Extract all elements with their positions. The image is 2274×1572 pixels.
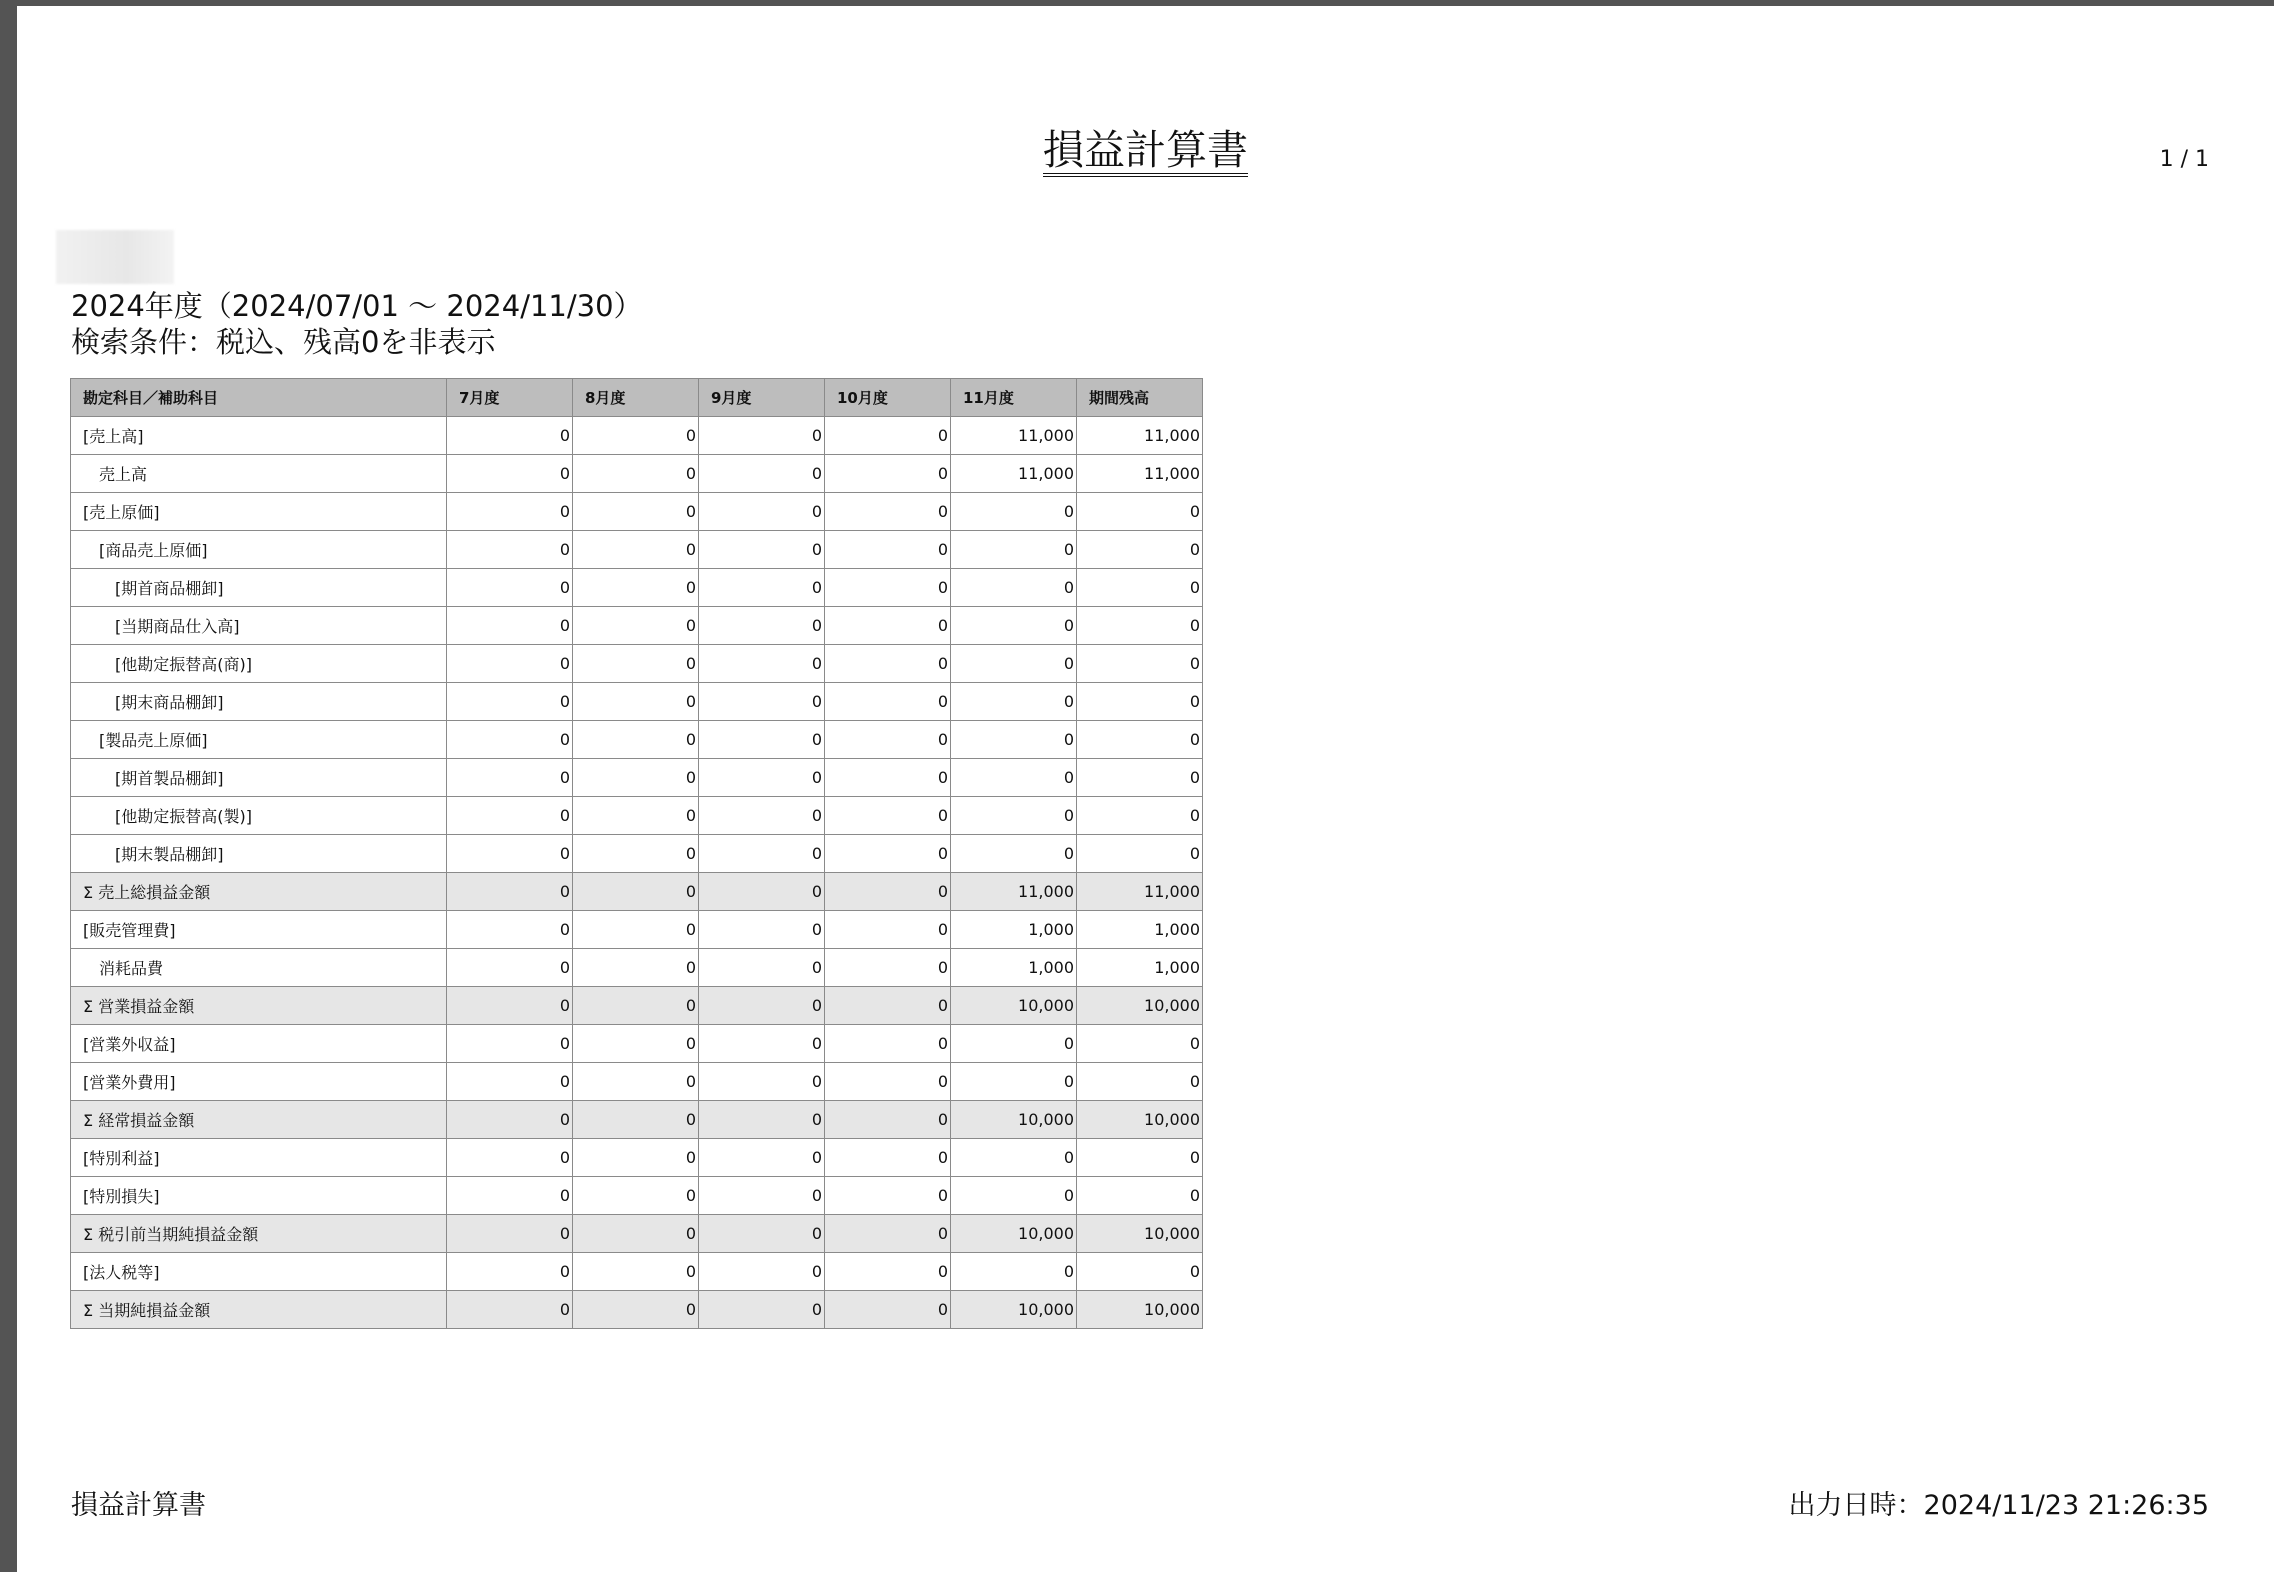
table-row [71,721,1203,759]
search-conditions: 検索条件：税込、残高0を非表示 [71,325,496,359]
amount-cell: 0 [1077,759,1203,797]
amount-cell: 0 [447,1025,573,1063]
amount-cell: 0 [1077,683,1203,721]
amount-cell: 0 [573,1215,699,1253]
amount-cell: 0 [699,1291,825,1329]
account-label: Σ 営業損益金額 [71,987,447,1025]
amount-cell: 0 [1077,607,1203,645]
amount-cell: 0 [699,1063,825,1101]
amount-cell: 0 [699,873,825,911]
table-row [71,797,1203,835]
amount-cell: 0 [699,911,825,949]
amount-cell: 10,000 [951,1101,1077,1139]
account-label: [売上高] [71,417,447,455]
amount-cell: 0 [447,835,573,873]
amount-cell: 0 [447,417,573,455]
amount-cell: 0 [447,645,573,683]
amount-cell: 0 [699,455,825,493]
output-timestamp: 出力日時：2024/11/23 21:26:35 [1788,1490,2209,1521]
amount-cell: 10,000 [951,987,1077,1025]
amount-cell: 0 [447,873,573,911]
amount-cell: 0 [825,835,951,873]
amount-cell: 0 [699,683,825,721]
account-label: Σ 売上総損益金額 [71,873,447,911]
document-page [17,6,2274,1572]
amount-cell: 0 [825,607,951,645]
amount-cell: 0 [447,797,573,835]
income-statement-table [70,378,1203,1329]
table-row [71,1025,1203,1063]
amount-cell: 0 [825,1063,951,1101]
amount-cell: 0 [699,759,825,797]
page-indicator: 1 / 1 [2159,147,2209,172]
table-row [71,1177,1203,1215]
amount-cell: 1,000 [951,911,1077,949]
amount-cell: 0 [447,607,573,645]
amount-cell: 0 [825,455,951,493]
amount-cell: 0 [573,911,699,949]
amount-cell: 0 [573,873,699,911]
amount-cell: 0 [447,683,573,721]
amount-cell: 11,000 [1077,455,1203,493]
amount-cell: 11,000 [951,455,1077,493]
table-row [71,455,1203,493]
amount-cell: 0 [825,1025,951,1063]
amount-cell: 0 [699,797,825,835]
amount-cell: 1,000 [1077,949,1203,987]
account-label: [売上原価] [71,493,447,531]
amount-cell: 0 [573,1291,699,1329]
amount-cell: 0 [699,607,825,645]
column-header: 9月度 [699,379,825,417]
column-header: 10月度 [825,379,951,417]
amount-cell: 0 [699,721,825,759]
table-row [71,531,1203,569]
amount-cell: 0 [573,417,699,455]
amount-cell: 0 [447,987,573,1025]
account-label: [法人税等] [71,1253,447,1291]
subtotal-row [71,1291,1203,1329]
amount-cell: 0 [573,531,699,569]
amount-cell: 0 [699,531,825,569]
amount-cell: 0 [1077,835,1203,873]
amount-cell: 1,000 [1077,911,1203,949]
table-row [71,759,1203,797]
table-row [71,645,1203,683]
amount-cell: 0 [573,987,699,1025]
amount-cell: 0 [573,1177,699,1215]
amount-cell: 0 [699,1177,825,1215]
amount-cell: 0 [573,1101,699,1139]
table-row [71,1253,1203,1291]
amount-cell: 0 [573,1025,699,1063]
account-label: [当期商品仕入高] [71,607,447,645]
subtotal-row [71,987,1203,1025]
amount-cell: 0 [573,569,699,607]
page-title-text: 損益計算書 [1043,127,1248,177]
amount-cell: 0 [951,683,1077,721]
amount-cell: 0 [825,417,951,455]
amount-cell: 10,000 [1077,1101,1203,1139]
amount-cell: 0 [825,949,951,987]
account-label: [他勘定振替高(商)] [71,645,447,683]
column-header: 7月度 [447,379,573,417]
fiscal-period: 2024年度（2024/07/01 〜 2024/11/30） [71,289,643,323]
amount-cell: 0 [699,493,825,531]
amount-cell: 0 [825,911,951,949]
table-row [71,493,1203,531]
amount-cell: 11,000 [1077,417,1203,455]
amount-cell: 0 [825,1177,951,1215]
table-header-row [71,379,1203,417]
amount-cell: 0 [825,1139,951,1177]
amount-cell: 10,000 [1077,1215,1203,1253]
amount-cell: 0 [699,1101,825,1139]
amount-cell: 0 [699,1215,825,1253]
amount-cell: 0 [1077,569,1203,607]
table-row [71,835,1203,873]
amount-cell: 10,000 [1077,1291,1203,1329]
account-label: [特別損失] [71,1177,447,1215]
column-header: 勘定科目／補助科目 [71,379,447,417]
account-label: [他勘定振替高(製)] [71,797,447,835]
table-row [71,569,1203,607]
amount-cell: 0 [699,1025,825,1063]
amount-cell: 0 [951,493,1077,531]
amount-cell: 0 [951,531,1077,569]
amount-cell: 0 [447,1139,573,1177]
amount-cell: 0 [699,949,825,987]
amount-cell: 0 [699,569,825,607]
amount-cell: 0 [447,759,573,797]
account-label: 売上高 [71,455,447,493]
amount-cell: 0 [951,759,1077,797]
table-row [71,1063,1203,1101]
amount-cell: 0 [447,949,573,987]
amount-cell: 0 [825,797,951,835]
amount-cell: 0 [951,835,1077,873]
amount-cell: 0 [825,721,951,759]
amount-cell: 0 [1077,1025,1203,1063]
column-header: 11月度 [951,379,1077,417]
amount-cell: 0 [951,645,1077,683]
amount-cell: 0 [825,493,951,531]
amount-cell: 0 [573,1253,699,1291]
amount-cell: 0 [573,683,699,721]
table-row [71,607,1203,645]
amount-cell: 0 [447,531,573,569]
footer-title: 損益計算書 [71,1490,206,1521]
amount-cell: 0 [447,1101,573,1139]
account-label: Σ 経常損益金額 [71,1101,447,1139]
amount-cell: 0 [699,835,825,873]
amount-cell: 0 [447,1291,573,1329]
table-body [71,417,1203,1329]
amount-cell: 11,000 [1077,873,1203,911]
amount-cell: 0 [447,455,573,493]
amount-cell: 1,000 [951,949,1077,987]
amount-cell: 0 [573,721,699,759]
amount-cell: 0 [447,1177,573,1215]
amount-cell: 0 [699,1139,825,1177]
amount-cell: 0 [573,759,699,797]
amount-cell: 0 [699,645,825,683]
amount-cell: 10,000 [951,1291,1077,1329]
amount-cell: 0 [447,1253,573,1291]
amount-cell: 0 [951,1025,1077,1063]
amount-cell: 0 [573,607,699,645]
amount-cell: 0 [825,569,951,607]
account-label: [期末製品棚卸] [71,835,447,873]
company-name-redacted [56,230,174,284]
amount-cell: 0 [447,493,573,531]
amount-cell: 0 [699,417,825,455]
amount-cell: 0 [447,721,573,759]
subtotal-row [71,1101,1203,1139]
amount-cell: 0 [1077,493,1203,531]
account-label: [期首商品棚卸] [71,569,447,607]
amount-cell: 0 [825,759,951,797]
amount-cell: 0 [447,1215,573,1253]
amount-cell: 0 [1077,645,1203,683]
page-title [17,126,2274,177]
amount-cell: 0 [825,987,951,1025]
amount-cell: 0 [825,873,951,911]
amount-cell: 11,000 [951,873,1077,911]
amount-cell: 0 [447,1063,573,1101]
amount-cell: 0 [573,949,699,987]
amount-cell: 0 [825,531,951,569]
amount-cell: 10,000 [1077,987,1203,1025]
amount-cell: 0 [825,1215,951,1253]
subtotal-row [71,873,1203,911]
amount-cell: 0 [951,1253,1077,1291]
amount-cell: 0 [951,569,1077,607]
amount-cell: 0 [1077,1253,1203,1291]
table-row [71,1139,1203,1177]
account-label: Σ 当期純損益金額 [71,1291,447,1329]
table-row [71,949,1203,987]
amount-cell: 0 [573,1063,699,1101]
amount-cell: 0 [573,645,699,683]
amount-cell: 10,000 [951,1215,1077,1253]
account-label: [期末商品棚卸] [71,683,447,721]
table-row [71,417,1203,455]
amount-cell: 0 [573,1139,699,1177]
amount-cell: 0 [573,455,699,493]
account-label: [製品売上原価] [71,721,447,759]
amount-cell: 0 [699,1253,825,1291]
amount-cell: 0 [573,797,699,835]
amount-cell: 0 [447,569,573,607]
amount-cell: 0 [951,1063,1077,1101]
amount-cell: 0 [699,987,825,1025]
amount-cell: 0 [951,721,1077,759]
amount-cell: 0 [1077,797,1203,835]
amount-cell: 0 [951,607,1077,645]
amount-cell: 0 [1077,1139,1203,1177]
amount-cell: 0 [573,493,699,531]
amount-cell: 0 [825,645,951,683]
amount-cell: 11,000 [951,417,1077,455]
amount-cell: 0 [825,683,951,721]
account-label: Σ 税引前当期純損益金額 [71,1215,447,1253]
account-label: [営業外費用] [71,1063,447,1101]
amount-cell: 0 [1077,1177,1203,1215]
amount-cell: 0 [1077,721,1203,759]
column-header: 期間残高 [1077,379,1203,417]
table-row [71,683,1203,721]
amount-cell: 0 [1077,531,1203,569]
amount-cell: 0 [951,1139,1077,1177]
account-label: 消耗品費 [71,949,447,987]
amount-cell: 0 [951,797,1077,835]
amount-cell: 0 [951,1177,1077,1215]
account-label: [商品売上原価] [71,531,447,569]
amount-cell: 0 [573,835,699,873]
column-header: 8月度 [573,379,699,417]
account-label: [期首製品棚卸] [71,759,447,797]
table-row [71,911,1203,949]
subtotal-row [71,1215,1203,1253]
account-label: [販売管理費] [71,911,447,949]
amount-cell: 0 [825,1101,951,1139]
amount-cell: 0 [825,1291,951,1329]
account-label: [営業外収益] [71,1025,447,1063]
amount-cell: 0 [825,1253,951,1291]
account-label: [特別利益] [71,1139,447,1177]
amount-cell: 0 [447,911,573,949]
amount-cell: 0 [1077,1063,1203,1101]
